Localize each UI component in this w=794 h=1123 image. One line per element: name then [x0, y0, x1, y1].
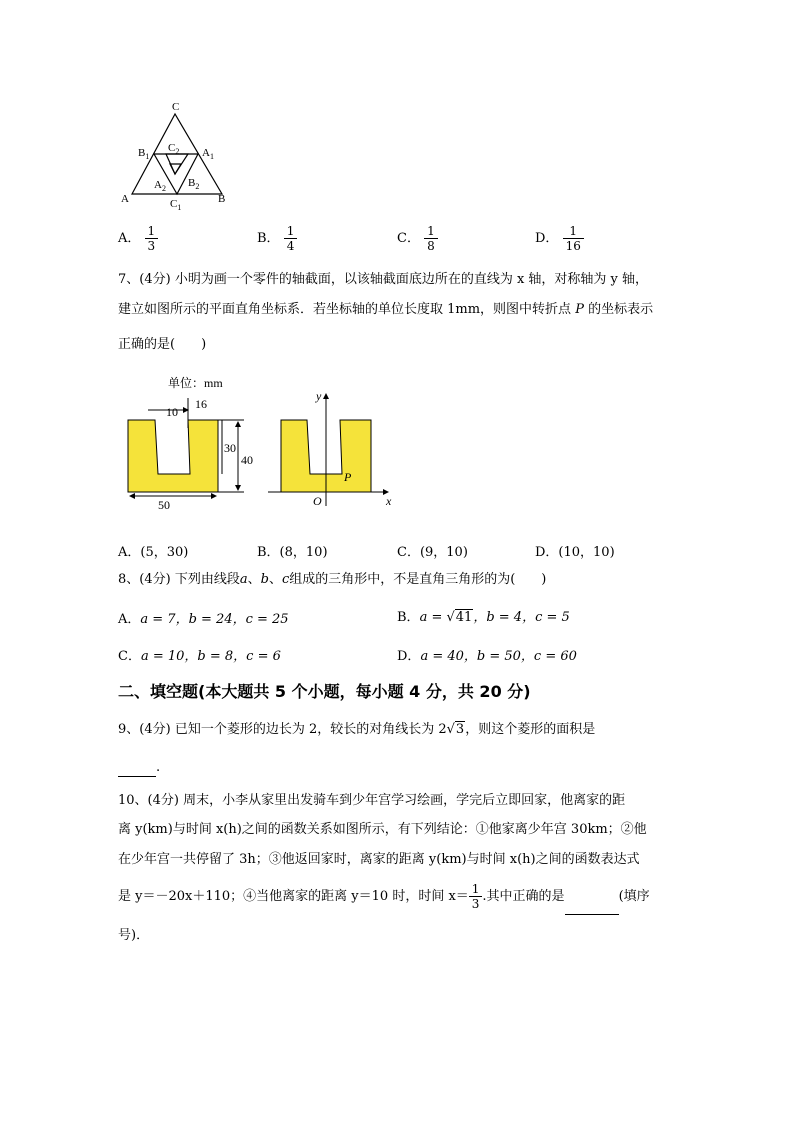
option-letter: A． — [118, 231, 141, 246]
q8-option-b[interactable]: B．a = √41，b = 4，c = 5 — [397, 610, 570, 625]
y-axis-label: y — [316, 389, 322, 403]
q7-option-a[interactable]: A．(5，30) — [118, 545, 189, 560]
q7-stem-line3: 正确的是( ) — [118, 337, 207, 352]
q10-line3: 在少年宫一共停留了 3h；③他返回家时，离家的距离 y(km)与时间 x(h)之间的函数表达式 — [118, 852, 640, 867]
label-A: A — [121, 193, 129, 205]
dim-16: 16 — [195, 397, 207, 411]
q9-blank[interactable] — [118, 760, 156, 777]
dim-40: 40 — [241, 453, 253, 467]
q8-stem: 8、(4分) 下列由线段a、b、c组成的三角形中，不是直角三角形的为( ) — [118, 572, 547, 587]
q8-option-a[interactable]: A．a = 7，b = 24，c = 25 — [118, 612, 289, 627]
section-2-title: 二、填空题(本大题共 5 个小题，每小题 4 分，共 20 分) — [118, 682, 531, 701]
q7-part-figure — [118, 368, 408, 518]
q6-option-d[interactable] — [535, 224, 584, 253]
unit-label: 单位：mm — [168, 376, 223, 390]
q7-option-d[interactable]: D．(10，10) — [535, 545, 615, 560]
q7-option-c[interactable]: C．(9，10) — [397, 545, 468, 560]
left-part-shape — [128, 420, 218, 492]
q10-line5: 号)． — [118, 928, 150, 943]
fraction: $\frac{1}{8}$ — [424, 224, 438, 253]
label-C2: $C_2$ — [168, 142, 180, 156]
label-C1: $C_1$ — [170, 198, 182, 212]
label-A1: $A_1$ — [202, 147, 214, 161]
q7-option-b[interactable]: B．(8，10) — [257, 545, 328, 560]
q6-triangle-figure — [118, 100, 238, 212]
dim-50: 50 — [158, 498, 170, 512]
q10-line4: 是 y＝－20x＋110；④当他离家的距离 y＝10 时，时间 x＝ $\frac{1}{3}$ .其中正确的是 (填序 — [118, 880, 650, 915]
label-C: C — [172, 101, 180, 113]
dim-10: 10 — [166, 405, 178, 419]
q7-stem-line2: 建立如图所示的平面直角坐标系．若坐标轴的单位长度取 1mm，则图中转折点 P 的坐标表示 — [118, 302, 654, 317]
fraction: $\frac{1}{4}$ — [284, 224, 298, 253]
q9-stem: 9、(4分) 已知一个菱形的边长为 2，较长的对角线长为 2√3，则这个菱形的面积是 — [118, 722, 596, 737]
sqrt-sign: √ — [446, 722, 455, 737]
q6-option-c[interactable] — [397, 224, 438, 253]
q9-answer-line: . — [118, 760, 160, 777]
q10-line1: 10、(4分) 周末，小李从家里出发骑车到少年宫学习绘画，学完后立即回家，他离家的距 — [118, 793, 626, 808]
label-B: B — [218, 193, 226, 205]
x-axis-label: x — [386, 494, 392, 508]
option-letter: C． — [397, 231, 420, 246]
origin-label: O — [313, 494, 322, 508]
option-letter: D． — [535, 231, 559, 246]
label-B2: $B_2$ — [188, 177, 200, 191]
q6-option-a[interactable] — [118, 224, 158, 253]
q8-option-c[interactable]: C．a = 10，b = 8，c = 6 — [118, 649, 281, 664]
q6-option-b[interactable] — [257, 224, 297, 253]
sqrt-sign: √ — [446, 610, 455, 625]
label-A2: $A_2$ — [154, 179, 166, 193]
q7-stem-line1: 7、(4分) 小明为画一个零件的轴截面，以该轴截面底边所在的直线为 x 轴，对称轴为 y 轴， — [118, 272, 649, 287]
q10-line2: 离 y(km)与时间 x(h)之间的函数关系如图所示，有下列结论：①他家离少年宫 30km；②他 — [118, 822, 647, 837]
q8-option-d[interactable]: D．a = 40，b = 50，c = 60 — [397, 649, 577, 664]
fraction: $\frac{1}{3}$ — [145, 224, 159, 253]
fraction: $\frac{1}{16}$ — [563, 224, 584, 253]
option-letter: B． — [257, 231, 280, 246]
point-P-label: P — [344, 470, 352, 484]
label-B1: $B_1$ — [138, 147, 150, 161]
fraction: $\frac{1}{3}$ — [469, 882, 483, 911]
q10-blank[interactable] — [565, 880, 619, 915]
dim-30: 30 — [224, 441, 236, 455]
